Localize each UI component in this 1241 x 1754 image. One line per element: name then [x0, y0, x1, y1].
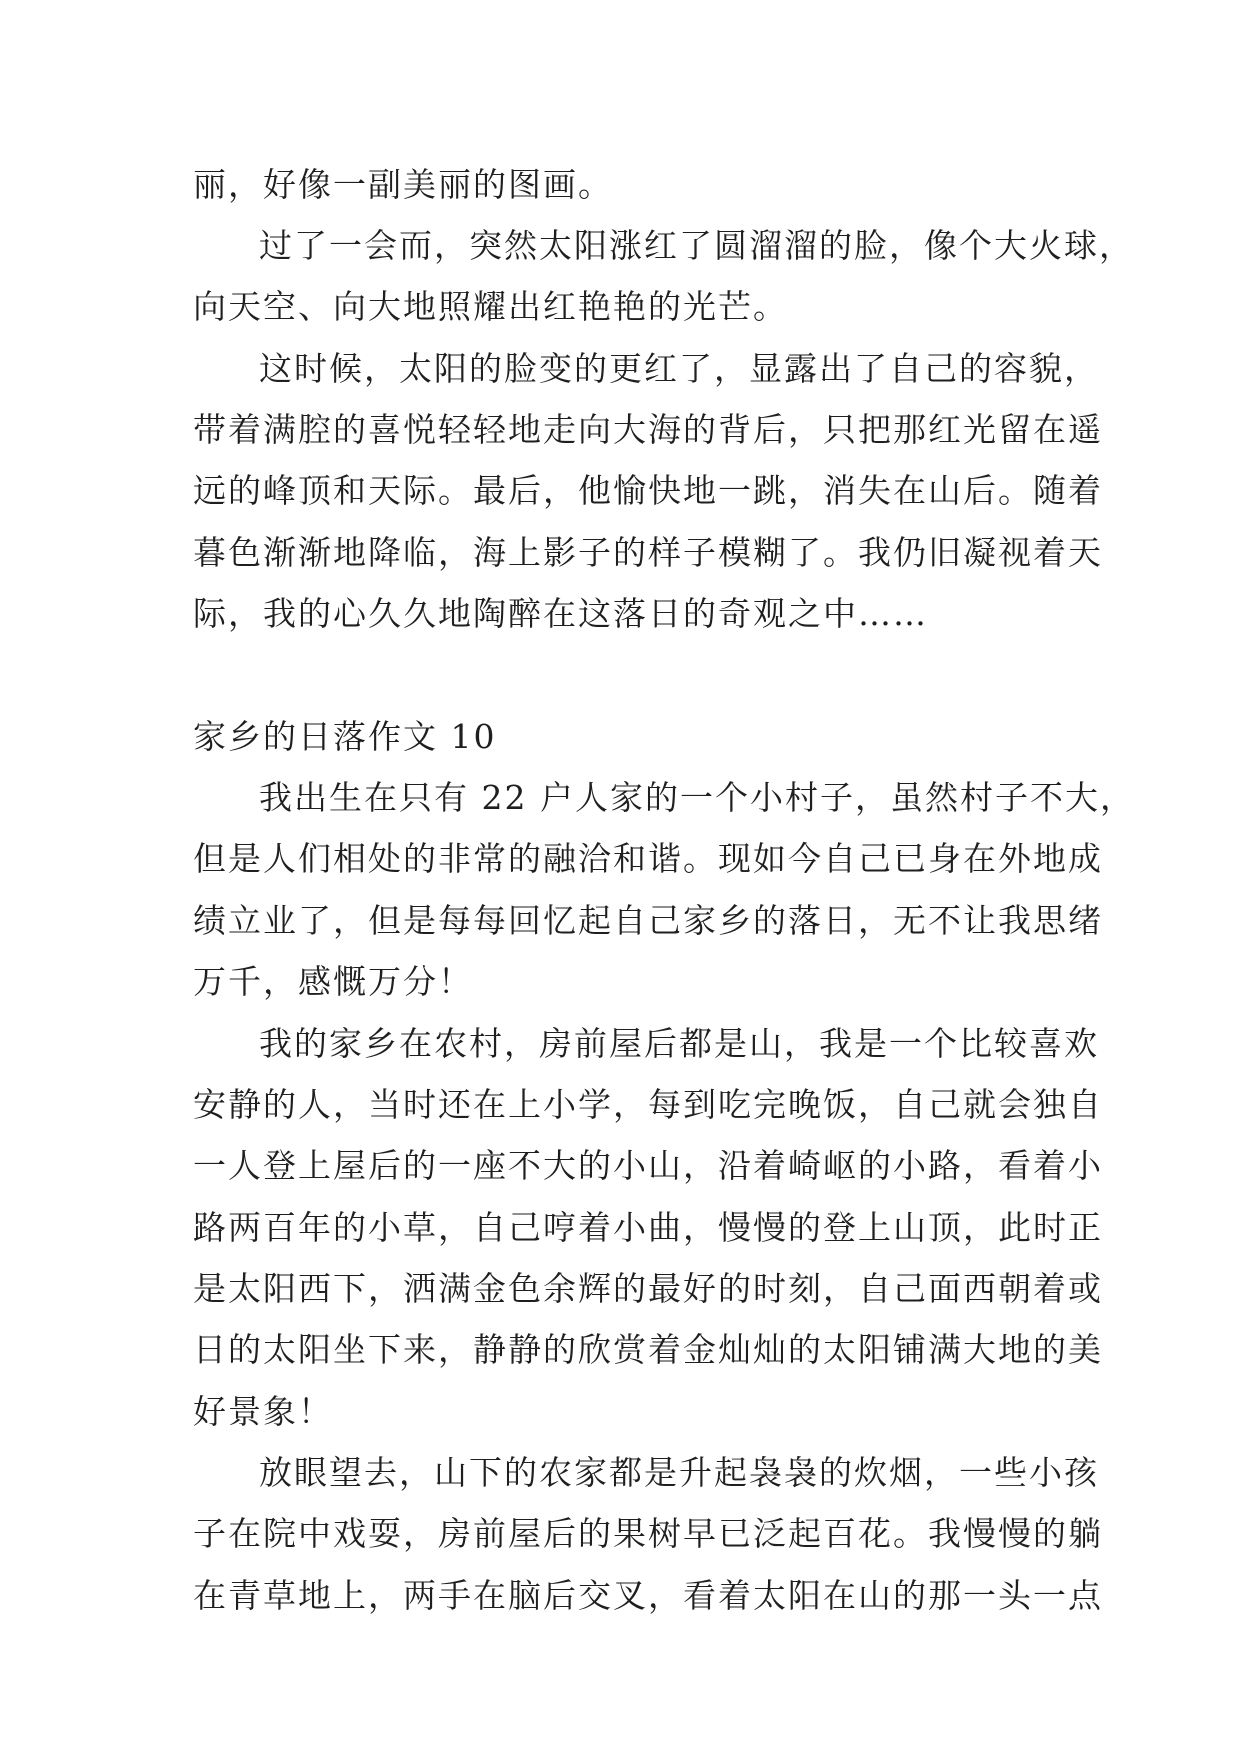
text-line: 万千，感慨万分！ [193, 962, 473, 1001]
text-line: 际，我的心久久地陶醉在这落日的奇观之中…… [193, 594, 928, 633]
section-heading: 家乡的日落作文 10 [193, 717, 497, 756]
text-line: 安静的人，当时还在上小学，每到吃完晚饭，自己就会独自 [193, 1085, 1103, 1124]
text-line: 一人登上屋后的一座不大的小山，沿着崎岖的小路，看着小 [193, 1146, 1103, 1185]
paragraph-first-line: 我的家乡在农村，房前屋后都是山，我是一个比较喜欢 [259, 1024, 1099, 1063]
text-line: 向天空、向大地照耀出红艳艳的光芒。 [193, 287, 788, 326]
text-line: 远的峰顶和天际。最后，他愉快地一跳，消失在山后。随着 [193, 471, 1103, 510]
text-line: 绩立业了，但是每每回忆起自己家乡的落日，无不让我思绪 [193, 901, 1103, 940]
text-line: 路两百年的小草，自己哼着小曲，慢慢的登上山顶，此时正 [193, 1208, 1103, 1247]
paragraph-first-line: 这时候，太阳的脸变的更红了，显露出了自己的容貌， [259, 349, 1099, 388]
text-line: 暮色渐渐地降临，海上影子的样子模糊了。我仍旧凝视着天 [193, 533, 1103, 572]
paragraph-first-line: 放眼望去，山下的农家都是升起袅袅的炊烟，一些小孩 [259, 1453, 1099, 1492]
text-line: 日的太阳坐下来，静静的欣赏着金灿灿的太阳铺满大地的美 [193, 1330, 1103, 1369]
text-line: 丽，好像一副美丽的图画。 [193, 165, 613, 204]
text-line: 是太阳西下，洒满金色余辉的最好的时刻，自己面西朝着或 [193, 1269, 1103, 1308]
text-line: 带着满腔的喜悦轻轻地走向大海的背后，只把那红光留在遥 [193, 410, 1103, 449]
text-line: 子在院中戏耍，房前屋后的果树早已泛起百花。我慢慢的躺 [193, 1514, 1103, 1553]
text-line: 好景象！ [193, 1392, 333, 1431]
text-line: 在青草地上，两手在脑后交叉，看着太阳在山的那一头一点 [193, 1576, 1103, 1615]
paragraph-first-line: 我出生在只有 22 户人家的一个小村子，虽然村子不大， [259, 778, 1135, 817]
text-line: 但是人们相处的非常的融洽和谐。现如今自己已身在外地成 [193, 839, 1103, 878]
paragraph-first-line: 过了一会而，突然太阳涨红了圆溜溜的脸，像个大火球， [259, 226, 1134, 265]
